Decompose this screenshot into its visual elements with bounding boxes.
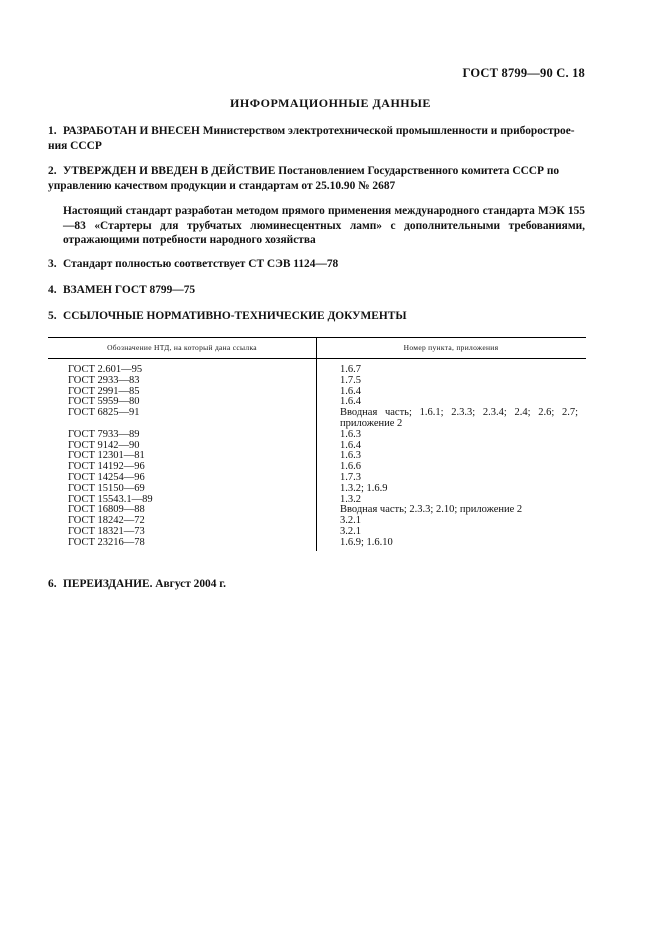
ntd-designation: ГОСТ 23216—78 (68, 536, 145, 548)
item-text: УТВЕРЖДЕН И ВВЕДЕН В ДЕЙСТВИЕ Постановлением Государственного комитета СССР по управлению качеством продукции и стандартам от 25.10.90 № 2687 (48, 165, 560, 192)
ntd-designation: ГОСТ 16809—88 (68, 504, 145, 516)
ntd-designation: ГОСТ 7933—89 (68, 428, 140, 440)
clause-number: 3.2.1 (340, 515, 361, 527)
ntd-designation: ГОСТ 2933—83 (68, 374, 140, 386)
ntd-designation: ГОСТ 18242—72 (68, 515, 145, 527)
item-text: Стандарт полностью соответствует СТ СЭВ 1124—78 (63, 258, 339, 270)
clause-number: 1.6.7 (340, 364, 361, 375)
column-divider (316, 337, 317, 551)
item-text: ПЕРЕИЗДАНИЕ. Август 2004 г. (63, 578, 227, 590)
table-row (48, 376, 586, 387)
ntd-designation: ГОСТ 6825—91 (68, 407, 140, 419)
references-table (48, 337, 586, 549)
page-header: ГОСТ 8799—90 С. 18 (462, 66, 585, 80)
info-item-6 (48, 577, 586, 592)
standard-note: Настоящий стандарт разработан методом прямого применения международного стандарта МЭК 155—83 «Стартеры для трубчатых люминесцентных ламп» с дополнительными требованиями, отражающими потребности народного хозяйства (63, 205, 585, 246)
clause-number: 1.6.9; 1.6.10 (340, 536, 393, 548)
item-number: 4. (48, 284, 57, 296)
clause-number: 1.6.6 (340, 461, 361, 473)
ntd-designation: ГОСТ 2.601—95 (68, 364, 143, 375)
item-number: 2. (48, 165, 57, 177)
clause-number: 1.6.4 (340, 396, 361, 408)
item-number: 1. (48, 125, 57, 137)
clause-number: Вводная часть; 1.6.1; 2.3.3; 2.3.4; 2.4; 2.6; 2.7; приложение 2 (340, 407, 578, 429)
clause-number: 1.7.5 (340, 374, 361, 386)
ntd-designation: ГОСТ 15150—69 (68, 482, 145, 494)
clause-number: 1.7.3 (340, 471, 361, 483)
info-item-3 (48, 257, 586, 272)
ntd-designation: ГОСТ 18321—73 (68, 525, 145, 537)
table-row (48, 538, 586, 549)
document-title: ИНФОРМАЦИОННЫЕ ДАННЫЕ (230, 96, 431, 110)
item-number: 5. (48, 310, 57, 322)
ntd-designation: ГОСТ 14192—96 (68, 461, 145, 473)
ntd-designation: ГОСТ 5959—80 (68, 396, 140, 408)
table-row (48, 408, 586, 430)
item-text: ВЗАМЕН ГОСТ 8799—75 (63, 284, 196, 296)
table-header (48, 337, 586, 359)
info-item-2 (48, 164, 586, 194)
table-row (48, 484, 586, 495)
item-text: ССЫЛОЧНЫЕ НОРМАТИВНО-ТЕХНИЧЕСКИЕ ДОКУМЕНТЫ (63, 310, 407, 322)
ntd-designation: ГОСТ 15543.1—89 (68, 493, 153, 505)
clause-number: 1.6.4 (340, 439, 361, 451)
info-item-4 (48, 283, 586, 298)
column-header-clause: Номер пункта, приложения (403, 343, 499, 352)
clause-number: 1.3.2 (340, 493, 361, 505)
clause-number: 3.2.1 (340, 525, 361, 537)
table-body (48, 359, 586, 549)
ntd-designation: ГОСТ 14254—96 (68, 471, 145, 483)
table-row (48, 430, 586, 441)
item-text: РАЗРАБОТАН И ВНЕСЕН Министерством электротехнической промышленности и приборострое-ния СССР (48, 125, 575, 152)
item-number: 6. (48, 578, 57, 590)
clause-number: 1.6.3 (340, 450, 361, 462)
ntd-designation: ГОСТ 2991—85 (68, 385, 140, 397)
info-item-1 (48, 124, 586, 154)
clause-number: 1.3.2; 1.6.9 (340, 482, 388, 494)
clause-number: Вводная часть; 2.3.3; 2.10; приложение 2 (340, 504, 523, 516)
column-header-ntd: Обозначение НТД, на который дана ссылка (107, 343, 257, 352)
ntd-designation: ГОСТ 9142—90 (68, 439, 140, 451)
info-item-5 (48, 309, 586, 324)
item-number: 3. (48, 258, 57, 270)
clause-number: 1.6.3 (340, 428, 361, 440)
clause-number: 1.6.4 (340, 385, 361, 397)
ntd-designation: ГОСТ 12301—81 (68, 450, 145, 462)
